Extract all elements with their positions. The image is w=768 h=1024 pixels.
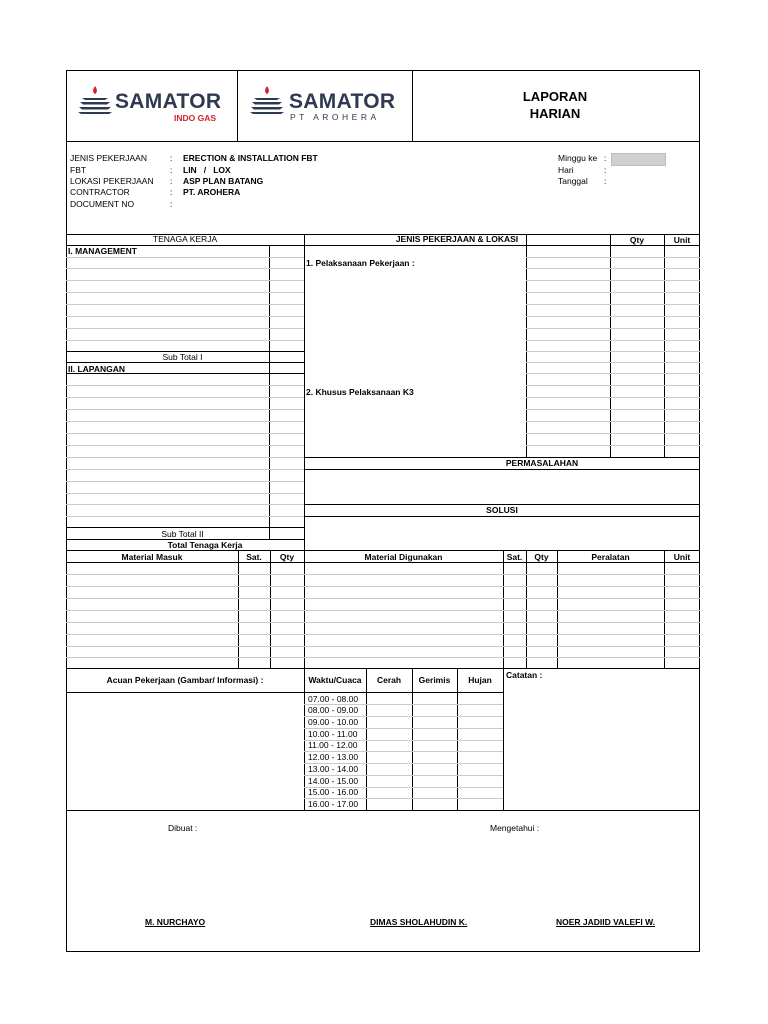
grid-line (526, 316, 700, 317)
unit-header: Unit (673, 235, 691, 245)
subtotal1-label: Sub Total I (162, 352, 203, 362)
time-slot: 08.00 - 09.00 (308, 705, 359, 715)
contractor-value: PT. AROHERA (183, 187, 241, 197)
grid-line (66, 257, 304, 258)
subtotal2-label: Sub Total II (161, 529, 204, 539)
qty-header: Qty (279, 552, 295, 562)
logo2-brand: SAMATOR (289, 90, 396, 113)
qty-header: Qty (629, 235, 645, 245)
header-divider (237, 70, 238, 142)
grid-line (66, 646, 700, 647)
table-line (304, 234, 305, 550)
header-divider (412, 70, 413, 142)
grid-line (66, 433, 304, 434)
table-line (66, 692, 504, 693)
grid-line (526, 385, 700, 386)
grid-line (526, 397, 700, 398)
unit-header: Unit (673, 552, 691, 562)
grid-line (66, 328, 304, 329)
grid-line (66, 634, 700, 635)
grid-line (526, 257, 700, 258)
jenis-pekerjaan-value: ERECTION & INSTALLATION FBT (183, 153, 318, 163)
grid-line (66, 622, 700, 623)
khusus-k3-label: 2. Khusus Pelaksanaan K3 (306, 387, 414, 397)
grid-line (66, 421, 304, 422)
table-line (66, 550, 700, 551)
info-colon: : (170, 176, 173, 186)
fbt-value: LIN / LOX (183, 165, 231, 175)
lapangan-label: II. LAPANGAN (68, 364, 125, 374)
waktu-cuaca-header: Waktu/Cuaca (308, 675, 362, 685)
table-line (66, 810, 700, 811)
table-line (304, 469, 700, 470)
table-line (270, 550, 271, 668)
info-colon: : (604, 153, 607, 163)
info-colon: : (604, 176, 607, 186)
samator-logo-icon (250, 86, 284, 114)
sat-header: Sat. (506, 552, 523, 562)
minggu-ke-field[interactable] (611, 153, 666, 166)
info-label: CONTRACTOR (70, 187, 130, 197)
table-line (66, 220, 67, 234)
report-title-line2: HARIAN (529, 106, 581, 121)
grid-line (526, 351, 700, 352)
time-slot: 12.00 - 13.00 (308, 752, 359, 762)
grid-line (526, 362, 700, 363)
grid-line (66, 340, 304, 341)
table-line (526, 550, 527, 668)
table-line (503, 550, 504, 810)
samator-logo-icon (78, 86, 112, 114)
material-masuk-header: Material Masuk (121, 552, 183, 562)
info-label: LOKASI PEKERJAAN (70, 176, 154, 186)
table-line (557, 550, 558, 668)
minggu-ke-label: Minggu ke (558, 153, 598, 163)
gerimis-header: Gerimis (418, 675, 451, 685)
header-bottom-line (66, 141, 700, 142)
cerah-header: Cerah (376, 675, 402, 685)
logo1-sub: INDO GAS (174, 113, 217, 123)
time-slot: 13.00 - 14.00 (308, 764, 359, 774)
table-line (366, 668, 367, 810)
grid-line (526, 340, 700, 341)
grid-line (66, 516, 304, 517)
dibuat-label: Dibuat : (168, 823, 198, 833)
grid-line (526, 280, 700, 281)
grid-line (526, 304, 700, 305)
grid-line (526, 421, 700, 422)
solusi-header: SOLUSI (486, 505, 518, 515)
table-line (66, 245, 700, 246)
grid-line (66, 574, 700, 575)
info-label: JENIS PEKERJAAN (70, 153, 147, 163)
table-line (304, 516, 700, 517)
grid-line (66, 292, 304, 293)
signatory-name: DIMAS SHOLAHUDIN K. (370, 917, 468, 927)
table-line (457, 668, 458, 810)
report-title-line1: LAPORAN (522, 89, 588, 104)
table-line (664, 550, 665, 668)
info-colon: : (170, 199, 173, 209)
grid-line (66, 610, 700, 611)
grid-line (66, 493, 304, 494)
grid-line (66, 316, 304, 317)
mengetahui-label: Mengetahui : (490, 823, 540, 833)
management-label: I. MANAGEMENT (68, 246, 137, 256)
info-colon: : (170, 187, 173, 197)
time-slot: 15.00 - 16.00 (308, 787, 359, 797)
grid-line (66, 586, 700, 587)
grid-line (66, 385, 304, 386)
info-colon: : (170, 153, 173, 163)
table-line (269, 245, 270, 539)
time-slot: 14.00 - 15.00 (308, 776, 359, 786)
time-slot: 09.00 - 10.00 (308, 717, 359, 727)
signatory-name: NOER JADIID VALEFI W. (556, 917, 656, 927)
catatan-label: Catatan : (506, 670, 543, 680)
info-label: FBT (70, 165, 87, 175)
grid-line (66, 445, 304, 446)
info-label: DOCUMENT NO (70, 199, 135, 209)
grid-line (526, 433, 700, 434)
grid-line (526, 328, 700, 329)
grid-line (66, 504, 304, 505)
grid-line (66, 409, 304, 410)
jenis-pekerjaan-header: JENIS PEKERJAAN & LOKASI (395, 234, 519, 244)
grid-line (66, 598, 700, 599)
time-slot: 10.00 - 11.00 (308, 729, 358, 739)
peralatan-header: Peralatan (591, 552, 630, 562)
pelaksanaan-pekerjaan-label: 1. Pelaksanaan Pekerjaan : (306, 258, 415, 268)
grid-line (526, 373, 700, 374)
sat-header: Sat. (246, 552, 262, 562)
time-slot: 16.00 - 17.00 (308, 799, 359, 809)
tenaga-kerja-header: TENAGA KERJA (152, 234, 218, 244)
grid-line (66, 268, 304, 269)
table-line (66, 668, 700, 669)
table-line (238, 550, 239, 668)
time-slot: 11.00 - 12.00 (308, 740, 358, 750)
material-digunakan-header: Material Digunakan (364, 552, 443, 562)
info-colon: : (170, 165, 173, 175)
time-slot: 07.00 - 08.00 (308, 694, 359, 704)
hujan-header: Hujan (468, 675, 492, 685)
grid-line (66, 657, 700, 658)
grid-line (66, 304, 304, 305)
signatory-name: M. NURCHAYO (145, 917, 206, 927)
grid-line (66, 397, 304, 398)
info-colon: : (604, 165, 607, 175)
logo1-brand: SAMATOR (115, 90, 222, 113)
table-line (412, 668, 413, 810)
acuan-pekerjaan-label: Acuan Pekerjaan (Gambar/ Informasi) : (106, 675, 264, 685)
logo2-sub: PT AROHERA (290, 112, 380, 122)
qty-header: Qty (534, 552, 549, 562)
tanggal-label: Tanggal (558, 176, 588, 186)
grid-line (66, 469, 304, 470)
lokasi-value: ASP PLAN BATANG (183, 176, 264, 186)
grid-line (526, 268, 700, 269)
grid-line (66, 280, 304, 281)
grid-line (526, 292, 700, 293)
table-line (66, 562, 700, 563)
grid-line (66, 457, 304, 458)
hari-label: Hari (558, 165, 574, 175)
grid-line (66, 481, 304, 482)
total-tenaga-kerja-label: Total Tenaga Kerja (167, 540, 243, 550)
grid-line (526, 409, 700, 410)
grid-line (526, 445, 700, 446)
permasalahan-header: PERMASALAHAN (505, 458, 579, 468)
